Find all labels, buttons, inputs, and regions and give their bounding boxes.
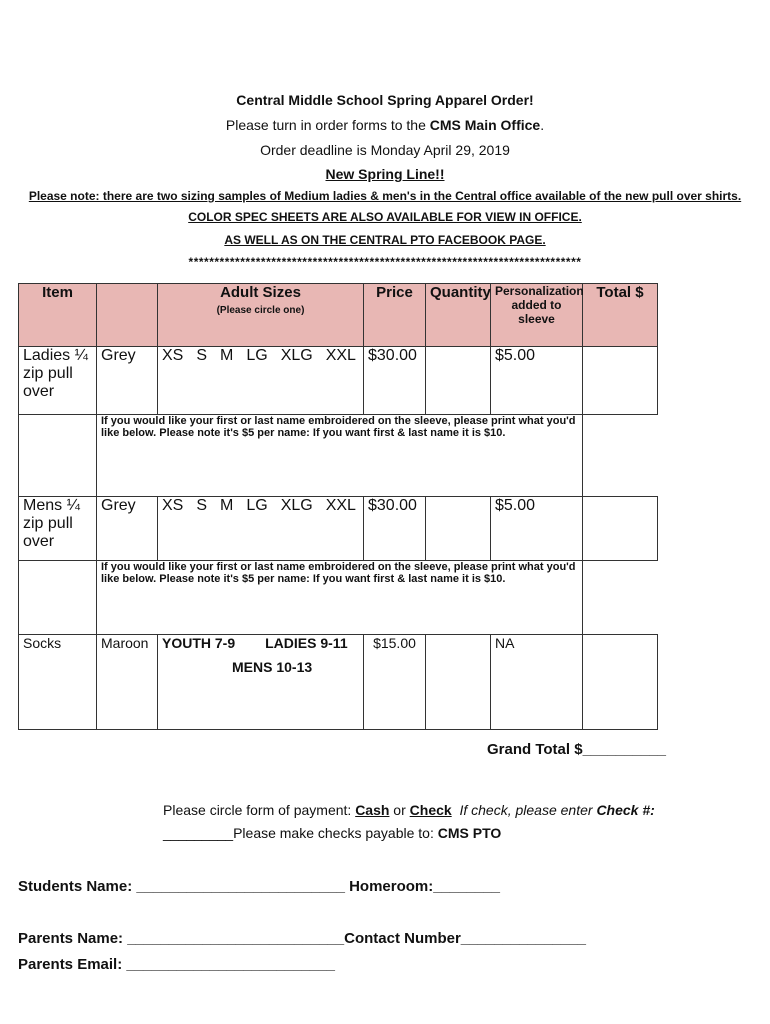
size-option[interactable]: YOUTH 7-9 <box>162 635 236 651</box>
blank-cell <box>19 561 97 635</box>
item-cell: Ladies ¼ zip pull over <box>19 347 97 415</box>
blank-cell <box>583 561 658 635</box>
quantity-field[interactable] <box>426 497 491 561</box>
quantity-field[interactable] <box>426 635 491 730</box>
personalization-cell: $5.00 <box>491 497 583 561</box>
size-option[interactable]: XXL <box>325 347 356 364</box>
payable-to: Please make checks payable to: <box>233 825 438 841</box>
size-option[interactable]: LADIES 9-11 <box>265 635 348 651</box>
table-row <box>19 497 658 561</box>
check-number-field[interactable]: _________ <box>163 825 234 841</box>
size-option[interactable]: LG <box>246 497 268 514</box>
cash-option[interactable]: Cash <box>355 802 390 818</box>
size-option[interactable]: MENS 10-13 <box>232 659 313 675</box>
header-sizes-label: Adult Sizes <box>220 284 301 301</box>
payment-or: or <box>389 802 410 818</box>
item-cell: Socks <box>19 635 97 730</box>
header-sizes <box>158 284 364 347</box>
header-color <box>97 284 158 347</box>
color-spec-note: COLOR SPEC SHEETS ARE ALSO AVAILABLE FOR VIEW IN OFFICE. <box>188 210 582 224</box>
payment-section <box>163 799 655 845</box>
total-field[interactable] <box>583 347 658 415</box>
order-table <box>18 283 658 730</box>
size-option[interactable]: XS <box>162 347 184 364</box>
header-item: Item <box>19 284 97 347</box>
price-cell: $30.00 <box>364 497 426 561</box>
grand-total[interactable]: Grand Total $__________ <box>487 741 666 758</box>
payee: CMS PTO <box>437 825 502 841</box>
sizes-cell[interactable] <box>158 635 364 730</box>
size-option[interactable]: XS <box>162 497 184 514</box>
table-row <box>19 347 658 415</box>
item-cell: Mens ¼ zip pull over <box>19 497 97 561</box>
blank-cell <box>19 415 97 497</box>
color-cell: Maroon <box>97 635 158 730</box>
size-option[interactable]: M <box>220 497 234 514</box>
parent-email-field[interactable]: Parents Email: _________________________ <box>18 956 335 973</box>
order-deadline: Order deadline is Monday April 29, 2019 <box>260 142 510 158</box>
turn-in-post: . <box>540 117 545 133</box>
header-price: Price <box>364 284 426 347</box>
embroider-row <box>19 415 658 497</box>
star-divider: **************************************************************************** <box>188 255 582 269</box>
form-title: Central Middle School Spring Apparel Order! <box>236 92 534 108</box>
sizes-cell[interactable] <box>158 347 364 415</box>
size-option[interactable]: M <box>220 347 234 364</box>
personalization-cell: $5.00 <box>491 347 583 415</box>
header-total: Total $ <box>583 284 658 347</box>
embroider-note[interactable]: If you would like your first or last name embroidered on the sleeve, please print what you'd like below. Please note it's $5 per name: If you want first & last name it is $10. <box>97 561 583 635</box>
new-spring-line: New Spring Line!! <box>325 166 445 182</box>
sock-sizes-line1 <box>162 635 359 651</box>
table-header-row <box>19 284 658 347</box>
payment-line1 <box>163 799 655 822</box>
sock-sizes-line2 <box>162 659 359 675</box>
color-cell: Grey <box>97 497 158 561</box>
personalization-cell: NA <box>491 635 583 730</box>
sizing-note: Please note: there are two sizing samples of Medium ladies & men's in the Central office available of the new pull over shirts. <box>28 189 742 203</box>
total-field[interactable] <box>583 635 658 730</box>
quantity-field[interactable] <box>426 347 491 415</box>
price-cell: $15.00 <box>364 635 426 730</box>
header-personalization: Personalization added to sleeve <box>491 284 583 347</box>
price-cell: $30.00 <box>364 347 426 415</box>
header-quantity: Quantity <box>426 284 491 347</box>
turn-in-pre: Please turn in order forms to the <box>225 117 430 133</box>
size-option[interactable]: XLG <box>280 497 313 514</box>
embroider-row <box>19 561 658 635</box>
check-number-label: Check #: <box>596 802 655 818</box>
check-note: If check, please enter <box>451 802 597 818</box>
payment-line2 <box>163 822 655 845</box>
size-option[interactable]: S <box>196 347 208 364</box>
sizes-cell[interactable] <box>158 497 364 561</box>
parent-name-field[interactable]: Parents Name: __________________________Contact Number_______________ <box>18 930 586 947</box>
total-field[interactable] <box>583 497 658 561</box>
table-row <box>19 635 658 730</box>
check-option[interactable]: Check <box>409 802 452 818</box>
header-sizes-sub: (Please circle one) <box>216 305 305 316</box>
main-office: CMS Main Office <box>429 117 541 133</box>
color-cell: Grey <box>97 347 158 415</box>
facebook-note: AS WELL AS ON THE CENTRAL PTO FACEBOOK PAGE. <box>224 233 546 247</box>
size-option[interactable]: LG <box>246 347 268 364</box>
size-option[interactable]: XLG <box>280 347 313 364</box>
student-name-field[interactable]: Students Name: _________________________ Homeroom:________ <box>18 878 500 895</box>
turn-in-instruction <box>0 117 770 133</box>
embroider-note[interactable]: If you would like your first or last name embroidered on the sleeve, please print what you'd like below. Please note it's $5 per name: If you want first & last name it is $10. <box>97 415 583 497</box>
size-option[interactable]: XXL <box>325 497 356 514</box>
payment-prompt: Please circle form of payment: <box>163 802 356 818</box>
size-option[interactable]: S <box>196 497 208 514</box>
blank-cell <box>583 415 658 497</box>
